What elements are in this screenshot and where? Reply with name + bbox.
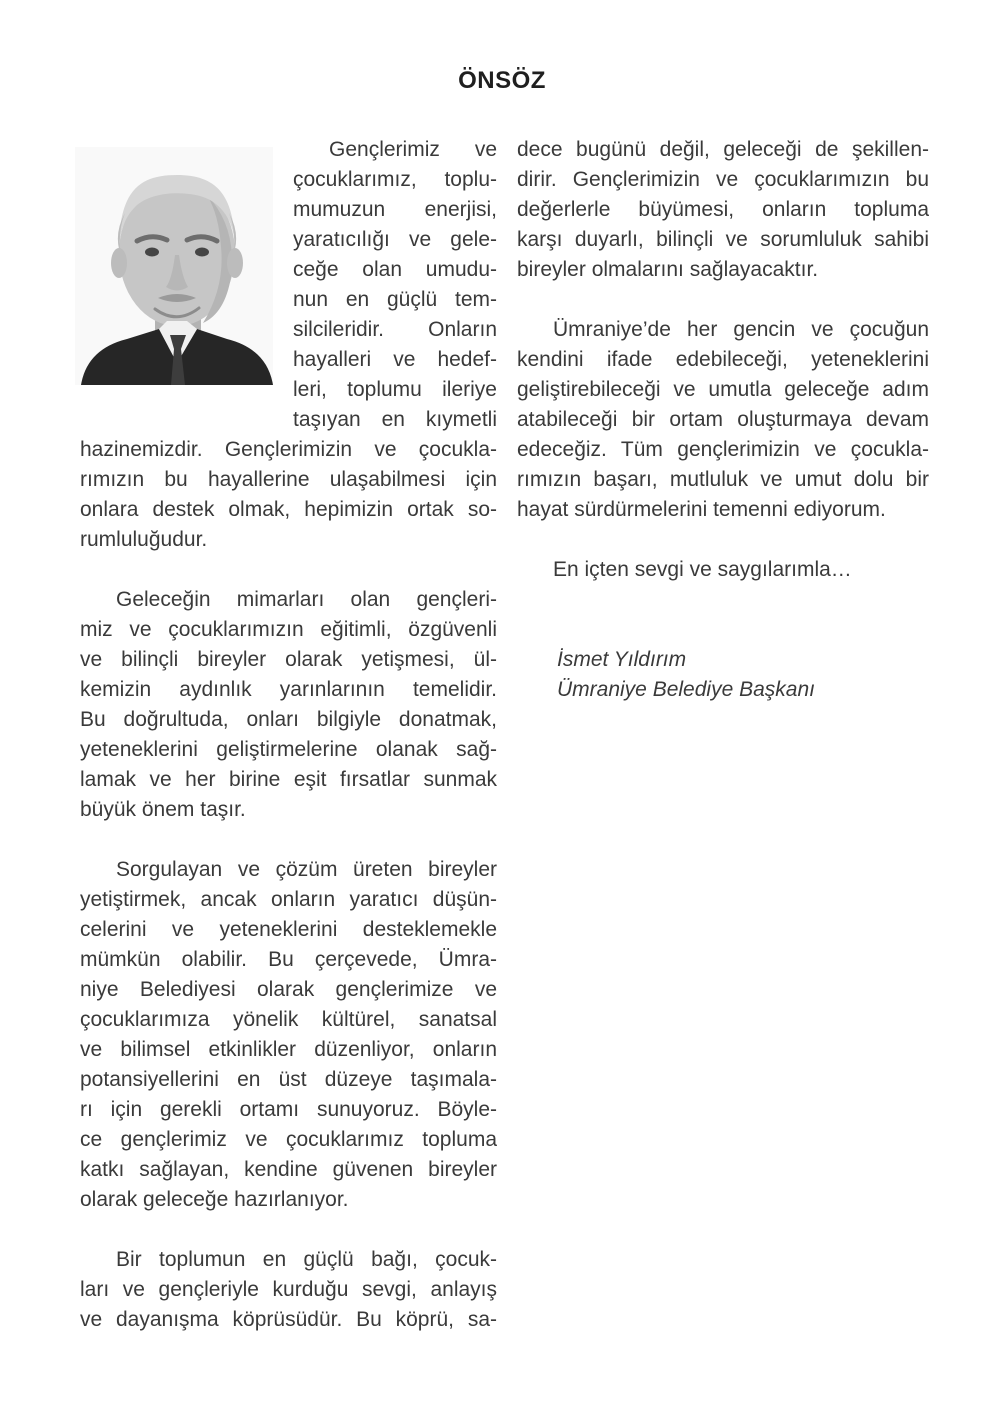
text-line: taşıyan en kıymetli — [293, 408, 497, 431]
closing-line — [517, 555, 929, 585]
text-line: edeceğiz. Tüm gençlerimizin ve çocukla- — [517, 438, 929, 461]
text-line: mümkün olabilir. Bu çerçevede, Ümra- — [80, 948, 497, 971]
text-line: değerlerle büyümesi, onların topluma — [517, 198, 929, 221]
paragraph-1-wrapped-lines — [293, 135, 497, 435]
text-line: Gençlerimiz ve — [329, 138, 497, 161]
text-line: ları ve gençleriyle kurduğu sevgi, anlayış — [80, 1278, 497, 1301]
text-line: atabileceği bir ortam oluşturmaya devam — [517, 408, 929, 431]
text-line: mumuzun enerjisi, — [293, 198, 497, 221]
paragraph-3 — [80, 855, 497, 1215]
text-line: niye Belediyesi olarak gençlerimize ve — [80, 978, 497, 1001]
text-line: Bu doğrultuda, onları bilgiyle donatmak, — [80, 708, 497, 731]
text-line: çocuklarımız, toplu- — [293, 168, 497, 191]
signature-block — [517, 645, 929, 705]
text-line: yaratıcılığı ve gele- — [293, 228, 497, 251]
text-line: Ümraniye’de her gencin ve çocuğun — [553, 318, 929, 341]
text-line: onlara destek olmak, hepimizin ortak so- — [80, 498, 497, 521]
paragraph-2 — [80, 585, 497, 825]
text-line: katkı sağlayan, kendine güvenen bireyler — [80, 1158, 497, 1181]
text-line: rumluluğudur. — [80, 528, 208, 551]
text-line: leri, toplumu ileriye — [293, 378, 497, 401]
left-column — [80, 135, 497, 1335]
text-line: Sorgulayan ve çözüm üreten bireyler — [116, 858, 497, 881]
text-line: potansiyellerini en üst düzeye taşımala- — [80, 1068, 497, 1091]
signature-name: İsmet Yıldırım — [557, 648, 687, 671]
text-line: ve dayanışma köprüsüdür. Bu köprü, sa- — [80, 1308, 497, 1331]
text-line: dece bugünü değil, geleceği de şekillen- — [517, 138, 929, 161]
text-line: kendini ifade edebileceği, yeteneklerini — [517, 348, 929, 371]
paragraph-4 — [80, 1245, 497, 1335]
page-title: ÖNSÖZ — [458, 67, 546, 94]
text-line: dirir. Gençlerimizin ve çocuklarımızın bu — [517, 168, 929, 191]
text-line: çocuklarımıza yönelik kültürel, sanatsal — [80, 1008, 497, 1031]
text-line: silcileridir. Onların — [293, 318, 497, 341]
text-line: ce gençlerimiz ve çocuklarımız topluma — [80, 1128, 497, 1151]
text-line: karşı duyarlı, bilinçli ve sorumluluk sahibi — [517, 228, 929, 251]
text-line: kemizin aydınlık yarınlarının temelidir. — [80, 678, 497, 701]
text-line: celerini ve yeteneklerini desteklemekle — [80, 918, 497, 941]
text-line: geliştirebileceği ve umutla geleceğe adım — [517, 378, 929, 401]
text-line: hazinemizdir. Gençlerimizin ve çocukla- — [80, 438, 497, 461]
text-line: rımızın bu hayallerine ulaşabilmesi için — [80, 468, 497, 491]
paragraph-1 — [80, 135, 497, 555]
text-line: hayat sürdürmelerini temenni ediyorum. — [517, 498, 886, 521]
text-line: Bir toplumun en güçlü bağı, çocuk- — [116, 1248, 497, 1271]
text-line: lamak ve her birine eşit fırsatlar sunmak — [80, 768, 497, 791]
portrait-photo — [75, 147, 273, 385]
text-line: ve bilinçli bireyler olarak yetişmesi, ül- — [80, 648, 497, 671]
text-line: ceğe olan umudu- — [293, 258, 497, 281]
right-column — [517, 135, 929, 705]
text-line: hayalleri ve hedef- — [293, 348, 497, 371]
paragraph-1-full-lines — [80, 435, 497, 555]
text-line: ve bilimsel etkinlikler düzenliyor, onların — [80, 1038, 497, 1061]
text-line: olarak geleceğe hazırlanıyor. — [80, 1188, 349, 1211]
text-line: nun en güçlü tem- — [293, 288, 497, 311]
text-line: yeteneklerini geliştirmelerine olanak sağ- — [80, 738, 497, 761]
paragraph-6 — [517, 315, 929, 525]
photo-text-wrap-row — [80, 135, 497, 435]
text-line: rı için gerekli ortamı sunuyoruz. Böyle- — [80, 1098, 497, 1121]
paragraph-5 — [517, 135, 929, 285]
text-line: yetiştirmek, ancak onların yaratıcı düşün- — [80, 888, 497, 911]
text-line: bireyler olmalarını sağlayacaktır. — [517, 258, 819, 281]
text-line: En içten sevgi ve saygılarımla… — [553, 558, 852, 581]
portrait-photo-graphic — [75, 147, 273, 385]
text-line: miz ve çocuklarımızın eğitimli, özgüvenli — [80, 618, 497, 641]
signature-title: Ümraniye Belediye Başkanı — [557, 678, 815, 701]
text-line: Geleceğin mimarları olan gençleri- — [116, 588, 497, 611]
text-line: rımızın başarı, mutluluk ve umut dolu bir — [517, 468, 929, 491]
text-line: büyük önem taşır. — [80, 798, 246, 821]
